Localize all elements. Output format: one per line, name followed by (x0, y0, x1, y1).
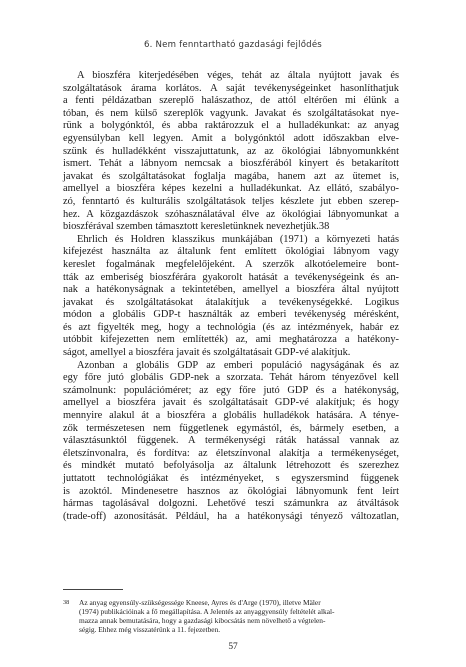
text-line: választásunktól függenek. A termékenységi ráták hatással vannak az (63, 435, 399, 447)
text-line: kifejezést használta az általunk fent említett ökológiai lábnyom vagy (63, 246, 399, 258)
footnote-line: ségig. Ehhez még visszatérünk a 11. fejezetben. (79, 625, 221, 635)
paragraph (63, 360, 399, 524)
footnote-line: Az anyag egyensúly-szükségessége Kneese, Ayres és d'Arge (1970), illetve Mäler (79, 598, 321, 607)
text-line: utóbbit kifejezetten nem említették) az, ami meghatározza a hatékony- (63, 334, 399, 346)
text-line: (trade-off) azonosítását. Például, ha a hatékonysági tényező változatlan, (63, 510, 399, 522)
text-line: rünk a bolygónktól, és abba raktározzuk el a hulladékunkat: az anyag (63, 120, 399, 132)
text-line: juttatott technológiákat és intézményeket, s egyszersmind függenek (63, 473, 399, 484)
footnote-line: mazza annak bemutatására, hogy a gazdasági kibocsátás nem növelhető a végtelen- (79, 616, 326, 626)
footnote (63, 598, 399, 634)
text-line: zők természetesen nem függetlenek egymástól, és, bármely esetben, a (63, 422, 399, 434)
text-line: életszínvonalra, és fordítva: az életszínvonal alakítja a termékenységet, (63, 447, 399, 459)
text-line: hez. A közgazdászok szóhasználatával élve az ökológiai lábnyomunkat a (63, 208, 399, 220)
text-line: és mindkét mutató befolyásolja az általunk létrehozott és szerezhez (63, 460, 399, 472)
footnote-number: 38 (63, 599, 70, 606)
text-line: tóban, és nem külső szereplők vagyunk. Javakat és szolgáltatásokat nye- (63, 107, 399, 119)
text-line: szolgáltatások árama korlátos. A saját tevékenységeinket hasonlíthatjuk (63, 82, 399, 94)
text-line: egy főre jutó globális GDP-nek a szorzata. Tehát három tényezővel kell (63, 372, 399, 384)
running-head: 6. Nem fenntartható gazdasági fejlődés (143, 40, 322, 50)
text-line: javakat és szolgáltatásokat foglalja magába, hanem azt az ütemet is, (63, 170, 399, 182)
text-line: tták az emberiség bioszférára gyakorolt hatását a tevékenységeink és an- (63, 271, 399, 283)
text-line: hármas tagolásával dolgozni. Lehetővé teszi számunkra az átváltások (63, 498, 399, 510)
text-line: ismert. Tehát a lábnyom nemcsak a bioszférából kinyert és betakarított (63, 158, 399, 170)
text-line: ságot, amellyel a bioszféra javait és szolgáltatásait GDP-vé alakítjuk. (63, 347, 351, 359)
text-line: mennyire alakul át a bioszféra a globális hulladékok hatására. A ténye- (63, 410, 399, 422)
footnote-divider (63, 589, 123, 590)
paragraph (63, 70, 399, 234)
text-line: Azonban a globális GDP az emberi populáció nagyságának és az (77, 359, 399, 371)
text-line: A bioszféra kiterjedésében véges, tehát az általa nyújtott javak és (77, 70, 399, 81)
text-line: kereslet fogalmának megfelelőjeként. A szerzők alkotóelemeire bont- (63, 258, 399, 270)
text-line: javakat és szolgáltatásokat átalakítjuk a tevékenységekké. Logikus (63, 296, 399, 308)
text-line: amellyel a bioszféra javait és szolgáltatásait GDP-vé alakítjuk; és hogy (63, 397, 399, 409)
text-line: egyensúlyban kell legyen. Amit a bolygónktól adott időszakban elve- (63, 132, 399, 144)
footnote-text (79, 598, 399, 634)
text-line: amellyel a bioszféra képes kezelni a hulladékunkat. Az ellátó, szabályo- (63, 183, 399, 195)
paragraph (63, 234, 399, 360)
text-line: bioszférával szemben támasztott keresletünknek nevezhetjük.38 (63, 221, 330, 233)
text-line: a fenti példázatban szereplő halászathoz, de attól eltérően mi élünk a (63, 95, 399, 107)
text-line: és azt figyelték meg, hogy a technológia (és az intézmények, habár ez (63, 321, 399, 333)
footnote-line: (1974) publikációinak a fő megállapítása. A Jelentés az anyaggyensúly feltételét alkal- (79, 607, 335, 617)
text-line: számolnunk: populációméret; az egy főre jutó GDP és a hatékonyság, (63, 384, 399, 396)
text-line: is azoktól. Mindenesetre hasznos az ökológiai lábnyomunk fent leírt (63, 485, 399, 497)
text-line: Ehrlich és Holdren klasszikus munkájában (1971) a környezeti hatás (77, 233, 399, 245)
text-line: zó, fenntartó és kulturális szolgáltatások teljes készlete jut ebben szerep- (63, 195, 399, 207)
page-number: 57 (228, 642, 238, 652)
text-line: nak a hatékonyságnak a tekintetében, amellyel a bioszféra által nyújtott (63, 284, 399, 296)
text-line: szünk és hulladékként visszajuttatunk, az az ökológiai lábnyomunkként (63, 145, 399, 157)
text-line: módon a globális GDP-t használták az emberi tevékenység mérésként, (63, 309, 399, 321)
body-text (63, 70, 399, 523)
